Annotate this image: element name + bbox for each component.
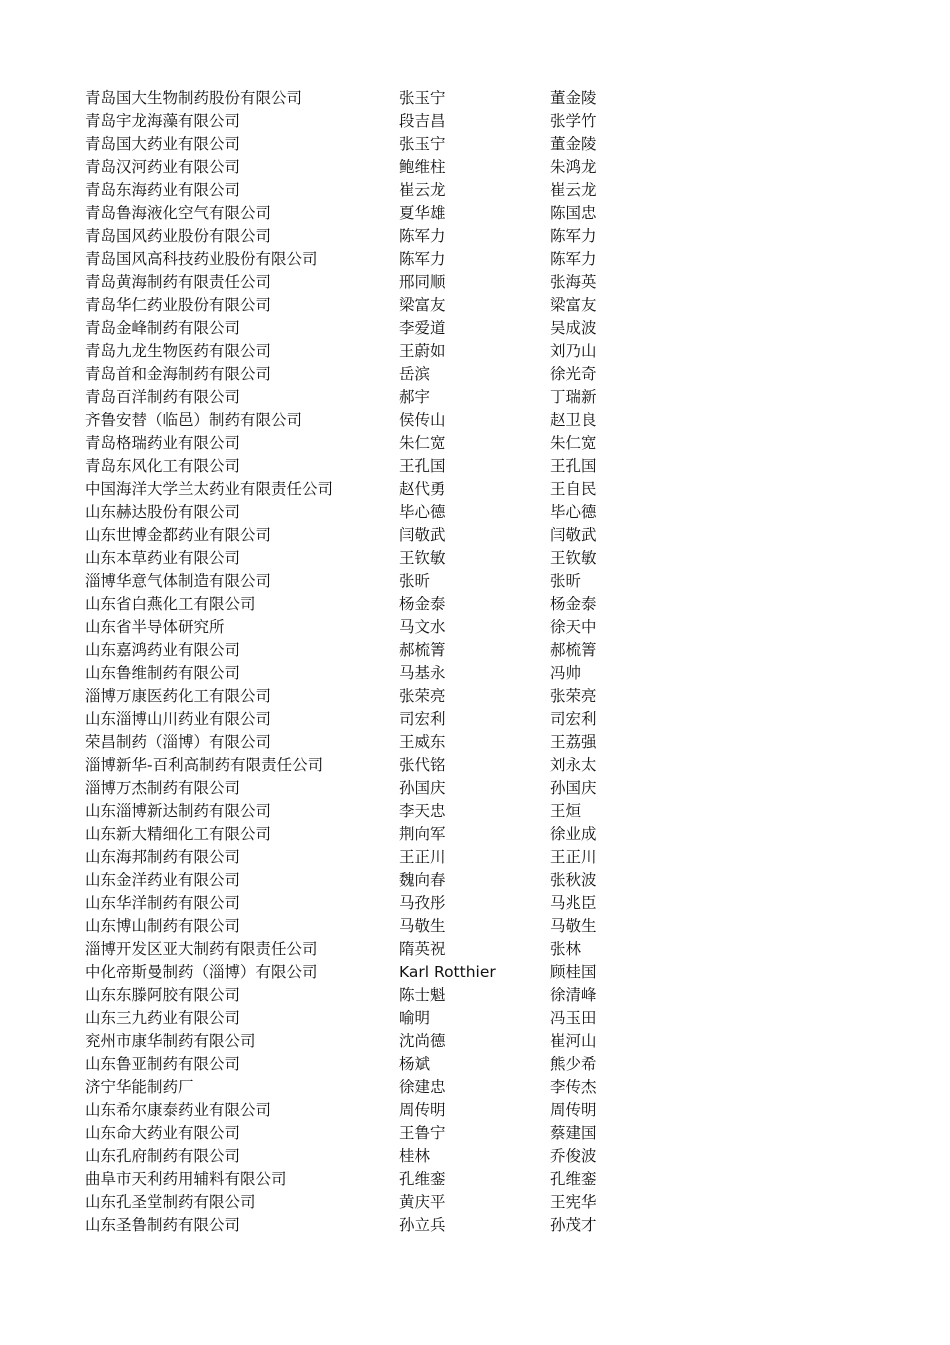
table-row xyxy=(0,777,950,800)
company-name-cell: 青岛黄海制药有限责任公司 xyxy=(85,273,272,291)
table-row xyxy=(0,1122,950,1145)
contact-person-cell: 赵卫良 xyxy=(550,411,597,429)
legal-representative-cell: 段吉昌 xyxy=(399,112,446,130)
company-name-cell: 山东孔府制药有限公司 xyxy=(85,1147,241,1165)
contact-person-cell: 董金陵 xyxy=(550,135,597,153)
contact-person-cell: 陈军力 xyxy=(550,250,597,268)
company-name-cell: 山东孔圣堂制药有限公司 xyxy=(85,1193,256,1211)
company-name-cell: 中国海洋大学兰太药业有限责任公司 xyxy=(85,480,334,498)
legal-representative-cell: 孙立兵 xyxy=(399,1216,446,1234)
company-name-cell: 山东嘉鸿药业有限公司 xyxy=(85,641,241,659)
legal-representative-cell: 王鲁宁 xyxy=(399,1124,446,1142)
legal-representative-cell: 郝宇 xyxy=(399,388,431,406)
table-row xyxy=(0,1191,950,1214)
legal-representative-cell: 赵代勇 xyxy=(399,480,446,498)
table-row xyxy=(0,225,950,248)
company-name-cell: 青岛东风化工有限公司 xyxy=(85,457,241,475)
legal-representative-cell: 李爱道 xyxy=(399,319,446,337)
table-row xyxy=(0,938,950,961)
table-row xyxy=(0,478,950,501)
company-name-cell: 淄博华意气体制造有限公司 xyxy=(85,572,272,590)
contact-person-cell: 王钦敏 xyxy=(550,549,597,567)
contact-person-cell: 张学竹 xyxy=(550,112,597,130)
company-name-cell: 山东本草药业有限公司 xyxy=(85,549,241,567)
company-name-cell: 兖州市康华制药有限公司 xyxy=(85,1032,256,1050)
contact-person-cell: 马兆臣 xyxy=(550,894,597,912)
legal-representative-cell: 张荣亮 xyxy=(399,687,446,705)
company-name-cell: 山东三九药业有限公司 xyxy=(85,1009,241,1027)
contact-person-cell: 毕心德 xyxy=(550,503,597,521)
table-row xyxy=(0,892,950,915)
company-name-cell: 青岛汉河药业有限公司 xyxy=(85,158,241,176)
company-name-cell: 山东淄博新达制药有限公司 xyxy=(85,802,272,820)
company-name-cell: 山东省半导体研究所 xyxy=(85,618,225,636)
company-name-cell: 青岛鲁海液化空气有限公司 xyxy=(85,204,272,222)
contact-person-cell: 张林 xyxy=(550,940,582,958)
company-name-cell: 山东省白燕化工有限公司 xyxy=(85,595,256,613)
contact-person-cell: 吴成波 xyxy=(550,319,597,337)
table-row xyxy=(0,869,950,892)
legal-representative-cell: 徐建忠 xyxy=(399,1078,446,1096)
contact-person-cell: 马敬生 xyxy=(550,917,597,935)
table-row xyxy=(0,524,950,547)
contact-person-cell: 王宪华 xyxy=(550,1193,597,1211)
table-row xyxy=(0,754,950,777)
legal-representative-cell: Karl Rotthier xyxy=(399,963,496,981)
company-name-cell: 山东圣鲁制药有限公司 xyxy=(85,1216,241,1234)
legal-representative-cell: 王孔国 xyxy=(399,457,446,475)
table-row xyxy=(0,823,950,846)
contact-person-cell: 冯玉田 xyxy=(550,1009,597,1027)
contact-person-cell: 张海英 xyxy=(550,273,597,291)
contact-person-cell: 张荣亮 xyxy=(550,687,597,705)
company-name-cell: 山东海邦制药有限公司 xyxy=(85,848,241,866)
contact-person-cell: 张秋波 xyxy=(550,871,597,889)
company-name-cell: 青岛首和金海制药有限公司 xyxy=(85,365,272,383)
table-row xyxy=(0,1007,950,1030)
legal-representative-cell: 崔云龙 xyxy=(399,181,446,199)
contact-person-cell: 张昕 xyxy=(550,572,582,590)
table-row xyxy=(0,133,950,156)
contact-person-cell: 徐清峰 xyxy=(550,986,597,1004)
company-name-cell: 中化帝斯曼制药（淄博）有限公司 xyxy=(85,963,318,981)
legal-representative-cell: 周传明 xyxy=(399,1101,446,1119)
company-name-cell: 山东希尔康泰药业有限公司 xyxy=(85,1101,272,1119)
table-row xyxy=(0,363,950,386)
table-row xyxy=(0,639,950,662)
legal-representative-cell: 夏华雄 xyxy=(399,204,446,222)
company-name-cell: 青岛宇龙海藻有限公司 xyxy=(85,112,241,130)
company-name-cell: 青岛国风药业股份有限公司 xyxy=(85,227,272,245)
company-name-cell: 青岛九龙生物医药有限公司 xyxy=(85,342,272,360)
contact-person-cell: 董金陵 xyxy=(550,89,597,107)
company-name-cell: 淄博万康医药化工有限公司 xyxy=(85,687,272,705)
contact-person-cell: 丁瑞新 xyxy=(550,388,597,406)
company-name-cell: 青岛华仁药业股份有限公司 xyxy=(85,296,272,314)
contact-person-cell: 刘乃山 xyxy=(550,342,597,360)
table-row xyxy=(0,685,950,708)
table-row xyxy=(0,1214,950,1237)
contact-person-cell: 王烜 xyxy=(550,802,582,820)
legal-representative-cell: 岳滨 xyxy=(399,365,431,383)
table-row xyxy=(0,294,950,317)
table-row xyxy=(0,1030,950,1053)
contact-person-cell: 李传杰 xyxy=(550,1078,597,1096)
company-name-cell: 齐鲁安替（临邑）制药有限公司 xyxy=(85,411,303,429)
table-row xyxy=(0,616,950,639)
company-name-cell: 青岛百洋制药有限公司 xyxy=(85,388,241,406)
company-name-cell: 淄博万杰制药有限公司 xyxy=(85,779,241,797)
company-name-cell: 青岛国风高科技药业股份有限公司 xyxy=(85,250,318,268)
legal-representative-cell: 隋英祝 xyxy=(399,940,446,958)
company-name-cell: 山东淄博山川药业有限公司 xyxy=(85,710,272,728)
company-table xyxy=(0,87,950,1237)
table-row xyxy=(0,110,950,133)
contact-person-cell: 郝梳箐 xyxy=(550,641,597,659)
legal-representative-cell: 马敬生 xyxy=(399,917,446,935)
legal-representative-cell: 郝梳箐 xyxy=(399,641,446,659)
contact-person-cell: 冯帅 xyxy=(550,664,582,682)
legal-representative-cell: 马基永 xyxy=(399,664,446,682)
table-row xyxy=(0,340,950,363)
legal-representative-cell: 王正川 xyxy=(399,848,446,866)
contact-person-cell: 陈国忠 xyxy=(550,204,597,222)
legal-representative-cell: 杨金泰 xyxy=(399,595,446,613)
legal-representative-cell: 张玉宁 xyxy=(399,135,446,153)
table-row xyxy=(0,1145,950,1168)
contact-person-cell: 朱仁宽 xyxy=(550,434,597,452)
table-row xyxy=(0,915,950,938)
contact-person-cell: 刘永太 xyxy=(550,756,597,774)
legal-representative-cell: 马孜彤 xyxy=(399,894,446,912)
contact-person-cell: 孔维銮 xyxy=(550,1170,597,1188)
legal-representative-cell: 王钦敏 xyxy=(399,549,446,567)
company-name-cell: 淄博开发区亚大制药有限责任公司 xyxy=(85,940,318,958)
contact-person-cell: 司宏利 xyxy=(550,710,597,728)
table-row xyxy=(0,984,950,1007)
contact-person-cell: 王自民 xyxy=(550,480,597,498)
table-row xyxy=(0,202,950,225)
table-row xyxy=(0,593,950,616)
contact-person-cell: 朱鸿龙 xyxy=(550,158,597,176)
legal-representative-cell: 杨斌 xyxy=(399,1055,431,1073)
contact-person-cell: 王正川 xyxy=(550,848,597,866)
legal-representative-cell: 侯传山 xyxy=(399,411,446,429)
legal-representative-cell: 陈士魁 xyxy=(399,986,446,1004)
table-row xyxy=(0,432,950,455)
legal-representative-cell: 马文水 xyxy=(399,618,446,636)
table-row xyxy=(0,409,950,432)
company-name-cell: 曲阜市天利药用辅料有限公司 xyxy=(85,1170,287,1188)
legal-representative-cell: 喻明 xyxy=(399,1009,431,1027)
legal-representative-cell: 李天忠 xyxy=(399,802,446,820)
table-row xyxy=(0,570,950,593)
contact-person-cell: 陈军力 xyxy=(550,227,597,245)
company-name-cell: 青岛格瑞药业有限公司 xyxy=(85,434,241,452)
table-row xyxy=(0,501,950,524)
legal-representative-cell: 沈尚德 xyxy=(399,1032,446,1050)
contact-person-cell: 熊少希 xyxy=(550,1055,597,1073)
contact-person-cell: 徐业成 xyxy=(550,825,597,843)
company-name-cell: 山东博山制药有限公司 xyxy=(85,917,241,935)
contact-person-cell: 顾桂国 xyxy=(550,963,597,981)
table-row xyxy=(0,271,950,294)
legal-representative-cell: 黄庆平 xyxy=(399,1193,446,1211)
table-row xyxy=(0,386,950,409)
table-row xyxy=(0,1053,950,1076)
contact-person-cell: 闫敬武 xyxy=(550,526,597,544)
legal-representative-cell: 荆向军 xyxy=(399,825,446,843)
contact-person-cell: 杨金泰 xyxy=(550,595,597,613)
legal-representative-cell: 魏向春 xyxy=(399,871,446,889)
legal-representative-cell: 陈军力 xyxy=(399,227,446,245)
table-row xyxy=(0,846,950,869)
legal-representative-cell: 王威东 xyxy=(399,733,446,751)
company-name-cell: 淄博新华-百利高制药有限责任公司 xyxy=(85,756,324,774)
legal-representative-cell: 毕心德 xyxy=(399,503,446,521)
legal-representative-cell: 朱仁宽 xyxy=(399,434,446,452)
contact-person-cell: 乔俊波 xyxy=(550,1147,597,1165)
company-name-cell: 山东赫达股份有限公司 xyxy=(85,503,241,521)
contact-person-cell: 崔云龙 xyxy=(550,181,597,199)
contact-person-cell: 孙茂才 xyxy=(550,1216,597,1234)
table-row xyxy=(0,1168,950,1191)
table-row xyxy=(0,662,950,685)
company-name-cell: 山东金洋药业有限公司 xyxy=(85,871,241,889)
legal-representative-cell: 闫敬武 xyxy=(399,526,446,544)
contact-person-cell: 孙国庆 xyxy=(550,779,597,797)
table-row xyxy=(0,156,950,179)
legal-representative-cell: 张玉宁 xyxy=(399,89,446,107)
company-name-cell: 青岛国大药业有限公司 xyxy=(85,135,241,153)
table-row xyxy=(0,731,950,754)
contact-person-cell: 梁富友 xyxy=(550,296,597,314)
table-row xyxy=(0,800,950,823)
company-name-cell: 青岛东海药业有限公司 xyxy=(85,181,241,199)
legal-representative-cell: 张昕 xyxy=(399,572,431,590)
contact-person-cell: 崔河山 xyxy=(550,1032,597,1050)
company-name-cell: 山东鲁维制药有限公司 xyxy=(85,664,241,682)
company-name-cell: 山东新大精细化工有限公司 xyxy=(85,825,272,843)
table-row xyxy=(0,317,950,340)
legal-representative-cell: 邢同顺 xyxy=(399,273,446,291)
legal-representative-cell: 王蔚如 xyxy=(399,342,446,360)
company-name-cell: 济宁华能制药厂 xyxy=(85,1078,194,1096)
table-row xyxy=(0,708,950,731)
legal-representative-cell: 张代铭 xyxy=(399,756,446,774)
company-name-cell: 山东命大药业有限公司 xyxy=(85,1124,241,1142)
table-row xyxy=(0,1076,950,1099)
contact-person-cell: 蔡建国 xyxy=(550,1124,597,1142)
table-row xyxy=(0,961,950,984)
legal-representative-cell: 陈军力 xyxy=(399,250,446,268)
legal-representative-cell: 孔维銮 xyxy=(399,1170,446,1188)
table-row xyxy=(0,547,950,570)
company-name-cell: 山东东滕阿胶有限公司 xyxy=(85,986,241,1004)
table-row xyxy=(0,455,950,478)
legal-representative-cell: 鲍维柱 xyxy=(399,158,446,176)
company-name-cell: 山东世博金都药业有限公司 xyxy=(85,526,272,544)
company-name-cell: 山东鲁亚制药有限公司 xyxy=(85,1055,241,1073)
company-name-cell: 荣昌制药（淄博）有限公司 xyxy=(85,733,272,751)
company-name-cell: 青岛国大生物制药股份有限公司 xyxy=(85,89,303,107)
table-row xyxy=(0,1099,950,1122)
contact-person-cell: 徐光奇 xyxy=(550,365,597,383)
table-row xyxy=(0,248,950,271)
contact-person-cell: 王荔强 xyxy=(550,733,597,751)
contact-person-cell: 周传明 xyxy=(550,1101,597,1119)
legal-representative-cell: 梁富友 xyxy=(399,296,446,314)
company-name-cell: 山东华洋制药有限公司 xyxy=(85,894,241,912)
contact-person-cell: 徐天中 xyxy=(550,618,597,636)
table-row xyxy=(0,87,950,110)
legal-representative-cell: 司宏利 xyxy=(399,710,446,728)
legal-representative-cell: 桂林 xyxy=(399,1147,431,1165)
company-name-cell: 青岛金峰制药有限公司 xyxy=(85,319,241,337)
table-row xyxy=(0,179,950,202)
legal-representative-cell: 孙国庆 xyxy=(399,779,446,797)
contact-person-cell: 王孔国 xyxy=(550,457,597,475)
